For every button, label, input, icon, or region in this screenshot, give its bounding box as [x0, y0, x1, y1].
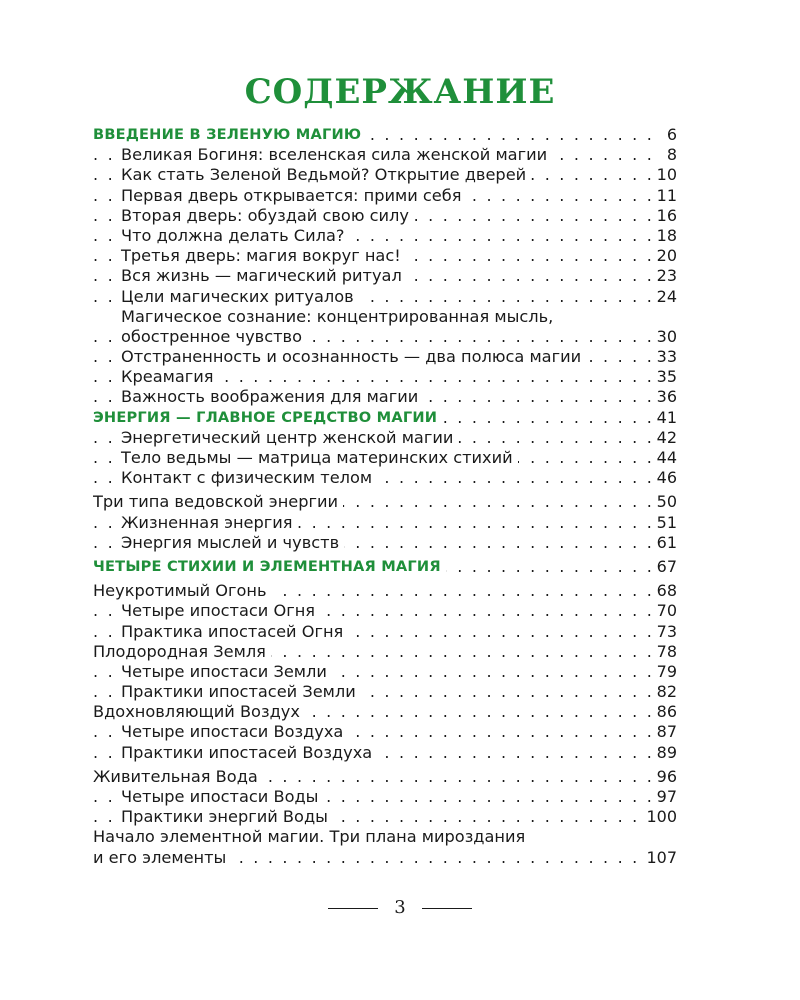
toc-entry [93, 145, 677, 165]
toc-entry [93, 622, 677, 642]
toc-page: 68 [652, 581, 677, 601]
toc-page: 23 [652, 266, 677, 286]
toc-page: 24 [652, 287, 677, 307]
toc-entry [93, 743, 677, 763]
toc-entry [93, 468, 677, 488]
toc-title: Энергия мыслей и чувств [121, 533, 344, 552]
toc-page: 51 [652, 513, 677, 533]
toc-entry [93, 492, 677, 512]
toc-title: Практики ипостасей Воздуха [121, 743, 377, 762]
toc-entry [93, 287, 677, 307]
toc-page: 67 [652, 557, 677, 577]
toc-page: 10 [652, 165, 677, 185]
toc-title: Креамагия [121, 367, 219, 386]
toc-entry [93, 513, 677, 533]
toc-page: 78 [652, 642, 677, 662]
toc-entry [93, 767, 677, 787]
toc-title: Вся жизнь — магический ритуал [121, 266, 407, 285]
toc-entry [93, 226, 677, 246]
toc-entry [93, 165, 677, 185]
toc-page: 87 [652, 722, 677, 742]
toc-page: 70 [652, 601, 677, 621]
toc-entry [93, 186, 677, 206]
toc-title: Энергетический центр женской магии [121, 428, 458, 447]
toc-title: Что должна делать Сила? [121, 226, 349, 245]
toc-title: Практика ипостасей Огня [121, 622, 348, 641]
table-of-contents [93, 125, 677, 868]
toc-page: 36 [652, 387, 677, 407]
toc-title: Контакт с физическим телом [121, 468, 377, 487]
toc-title: обостренное чувство [121, 327, 307, 346]
toc-page: 41 [652, 408, 677, 428]
toc-entry [93, 827, 677, 847]
toc-title: Начало элементной магии. Три плана мироздания [93, 827, 530, 846]
toc-title: Магическое сознание: концентрированная мысль, [121, 307, 558, 326]
toc-page: 86 [652, 702, 677, 722]
toc-entry [93, 206, 677, 226]
toc-entry [93, 722, 677, 742]
toc-page: 82 [652, 682, 677, 702]
toc-page: 100 [641, 807, 677, 827]
toc-page: 35 [652, 367, 677, 387]
toc-title: Живительная Вода [93, 767, 263, 786]
toc-title: Важность воображения для магии [121, 387, 423, 406]
toc-title: Цели магических ритуалов [121, 287, 359, 306]
toc-entry [93, 581, 677, 601]
toc-entry [93, 702, 677, 722]
toc-entry [93, 642, 677, 662]
toc-entry [93, 682, 677, 702]
toc-entry [93, 807, 677, 827]
toc-entry [93, 848, 677, 868]
footer-rule-left [328, 908, 378, 909]
toc-page: 107 [641, 848, 677, 868]
toc-page: 33 [652, 347, 677, 367]
toc-page: 89 [652, 743, 677, 763]
toc-title: Три типа ведовской энергии [93, 492, 343, 511]
footer-rule-right [422, 908, 472, 909]
toc-page: 42 [652, 428, 677, 448]
toc-title: Плодородная Земля [93, 642, 271, 661]
toc-title: Первая дверь открывается: прими себя [121, 186, 467, 205]
toc-title: ЧЕТЫРЕ СТИХИИ И ЭЛЕМЕНТНАЯ МАГИЯ [93, 558, 446, 575]
toc-page: 6 [662, 125, 677, 145]
toc-section [93, 408, 677, 428]
toc-title: Великая Богиня: вселенская сила женской магии [121, 145, 552, 164]
toc-title: Четыре ипостаси Земли [121, 662, 332, 681]
toc-title: Отстраненность и осознанность — два полюса магии [121, 347, 586, 366]
toc-entry [93, 787, 677, 807]
toc-page: 8 [662, 145, 677, 165]
toc-page: 96 [652, 767, 677, 787]
toc-title: Практики ипостасей Земли [121, 682, 361, 701]
toc-entry [93, 387, 677, 407]
toc-section [93, 125, 677, 145]
toc-title: и его элементы [93, 848, 231, 867]
toc-section [93, 557, 677, 577]
toc-title: Неукротимый Огонь [93, 581, 272, 600]
toc-page: 18 [652, 226, 677, 246]
toc-entry [93, 601, 677, 621]
toc-entry [93, 448, 677, 468]
toc-title: Третья дверь: магия вокруг нас! [121, 246, 406, 265]
toc-entry [93, 307, 677, 327]
toc-title: Вторая дверь: обуздай свою силу [121, 206, 414, 225]
toc-title: Четыре ипостаси Воздуха [121, 722, 348, 741]
toc-page: 79 [652, 662, 677, 682]
toc-entry [93, 533, 677, 553]
toc-page: 16 [652, 206, 677, 226]
toc-page: 73 [652, 622, 677, 642]
toc-entry [93, 246, 677, 266]
toc-entry [93, 266, 677, 286]
toc-page: 11 [652, 186, 677, 206]
toc-title: Вдохновляющий Воздух [93, 702, 305, 721]
toc-entry [93, 347, 677, 367]
toc-title: ЭНЕРГИЯ — ГЛАВНОЕ СРЕДСТВО МАГИИ [93, 409, 442, 426]
toc-title: Четыре ипостаси Воды [121, 787, 323, 806]
toc-entry [93, 327, 677, 347]
toc-page: 61 [652, 533, 677, 553]
toc-entry [93, 428, 677, 448]
toc-entry [93, 662, 677, 682]
toc-page: 30 [652, 327, 677, 347]
toc-title: Четыре ипостаси Огня [121, 601, 320, 620]
toc-title: Жизненная энергия [121, 513, 298, 532]
toc-page: 97 [652, 787, 677, 807]
toc-page: 50 [652, 492, 677, 512]
toc-page: 44 [652, 448, 677, 468]
page-number: 3 [394, 897, 406, 918]
toc-title: Как стать Зеленой Ведьмой? Открытие дверей [121, 165, 531, 184]
toc-title: ВВЕДЕНИЕ В ЗЕЛЕНУЮ МАГИЮ [93, 126, 366, 143]
toc-title: Практики энергий Воды [121, 807, 333, 826]
toc-page: 20 [652, 246, 677, 266]
page-title: СОДЕРЖАНИЕ [244, 72, 556, 112]
toc-title: Тело ведьмы — матрица материнских стихий [121, 448, 518, 467]
page-footer [0, 897, 800, 918]
toc-page: 46 [652, 468, 677, 488]
toc-entry [93, 367, 677, 387]
